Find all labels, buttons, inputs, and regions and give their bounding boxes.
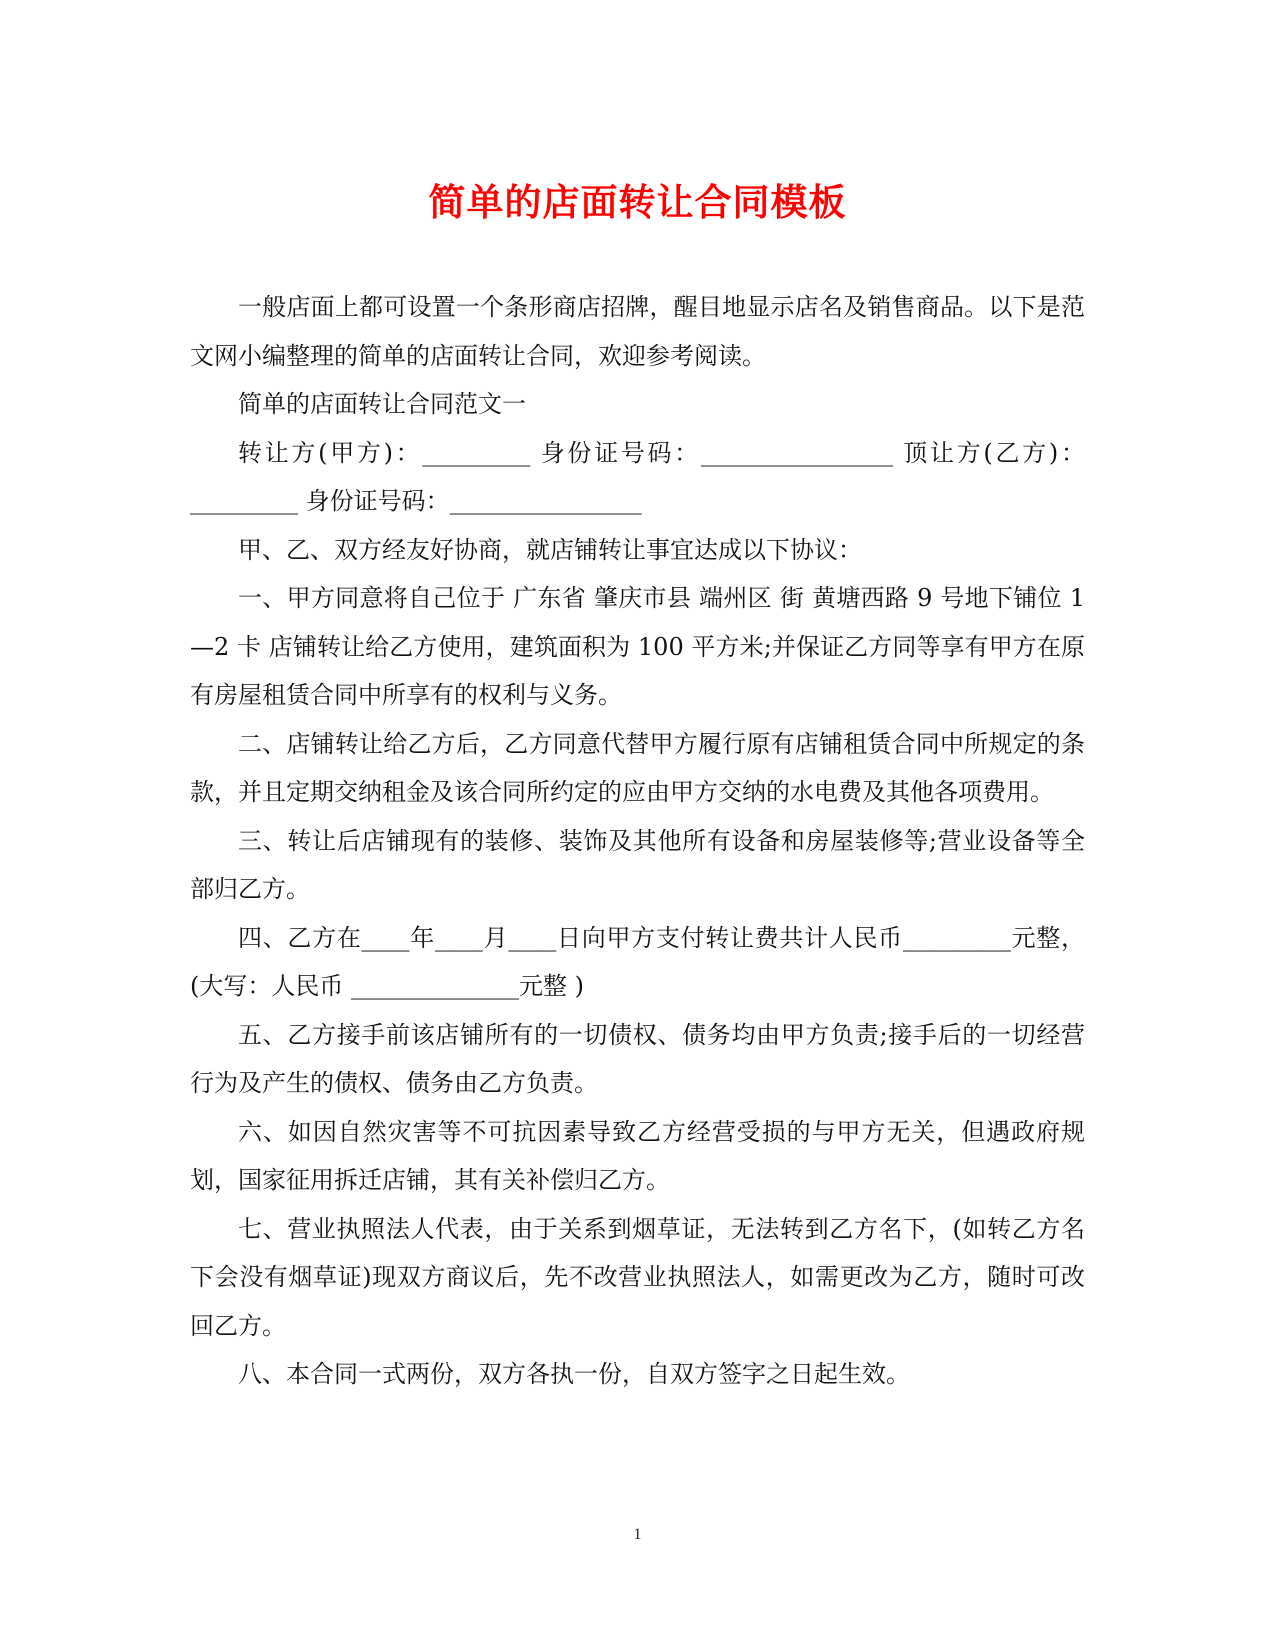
parties-paragraph: 转让方(甲方)：_________ 身份证号码：________________ 顶让方(乙方)：_________ 身份证号码：________________ <box>190 438 1085 515</box>
section-heading: 简单的店面转让合同范文一 <box>238 390 526 418</box>
clause-5: 五、乙方接手前该店铺所有的一切债权、债务均由甲方负责;接手后的一切经营行为及产生的债权、债务由乙方负责。 <box>190 1020 1085 1097</box>
clause-7: 七、营业执照法人代表，由于关系到烟草证，无法转到乙方名下，(如转乙方名下会没有烟草证)现双方商议后，先不改营业执照法人，如需更改为乙方，随时可改回乙方。 <box>190 1214 1085 1340</box>
clause-6: 六、如因自然灾害等不可抗因素导致乙方经营受损的与甲方无关，但遇政府规划，国家征用拆迁店铺，其有关补偿归乙方。 <box>190 1117 1085 1194</box>
page-number: 1 <box>633 1526 642 1543</box>
clause-3: 三、转让后店铺现有的装修、装饰及其他所有设备和房屋装修等;营业设备等全部归乙方。 <box>190 826 1085 903</box>
document-body <box>190 283 1085 1399</box>
document-title: 简单的店面转让合同模板 <box>428 180 847 224</box>
clause-4: 四、乙方在____年____月____日向甲方支付转让费共计人民币_________元整，(大写：人民币 ______________元整 ) <box>190 923 1085 1000</box>
clause-1: 一、甲方同意将自己位于 广东省 肇庆市县 端州区 街 黄塘西路 9 号地下铺位 1—2 卡 店铺转让给乙方使用，建筑面积为 100 平方米;并保证乙方同等享有甲方在原有房屋租赁合同中所享有的权利与义务。 <box>190 584 1085 709</box>
clause-8: 八、本合同一式两份，双方各执一份，自双方签字之日起生效。 <box>238 1360 910 1388</box>
clause-2: 二、店铺转让给乙方后，乙方同意代替甲方履行原有店铺租赁合同中所规定的条款，并且定期交纳租金及该合同所约定的应由甲方交纳的水电费及其他各项费用。 <box>190 729 1085 806</box>
agreement-intro-paragraph: 甲、乙、双方经友好协商，就店铺转让事宜达成以下协议： <box>238 535 862 564</box>
intro-paragraph: 一般店面上都可设置一个条形商店招牌，醒目地显示店名及销售商品。以下是范文网小编整理的简单的店面转让合同，欢迎参考阅读。 <box>190 293 1085 370</box>
